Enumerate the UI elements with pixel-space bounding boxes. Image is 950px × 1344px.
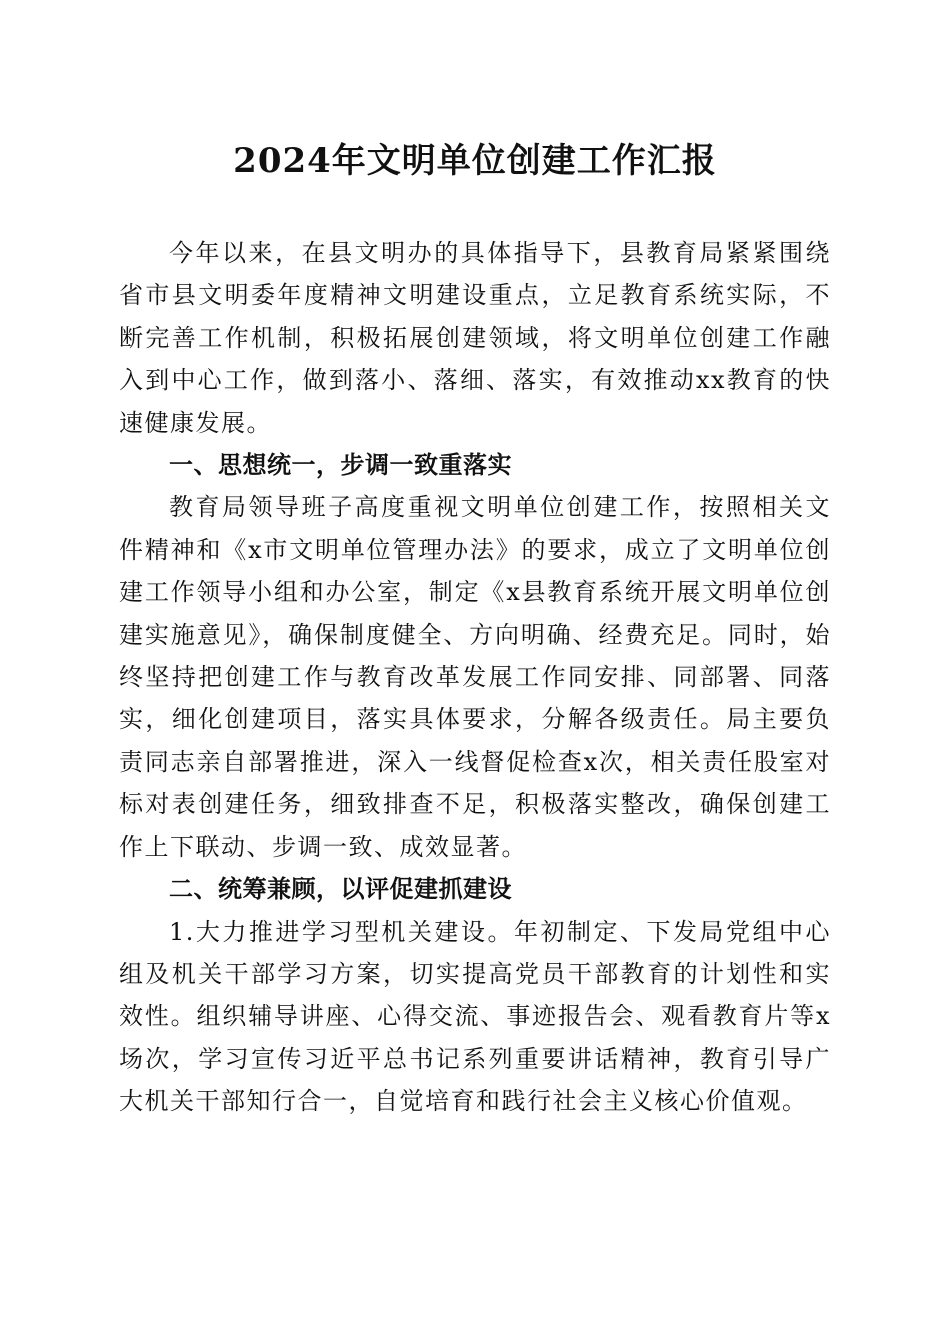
section-heading-2: 二、统筹兼顾，以评促建抓建设 <box>169 875 512 904</box>
intro-paragraph: 今年以来，在县文明办的具体指导下，县教育局紧紧围绕省市县文明委年度精神文明建设重点，立足教育系统实际，不断完善工作机制，积极拓展创建领域，将文明单位创建工作融入到中心工作，做到落小、落细、落实，有效推动xx教育的快速健康发展。 <box>119 239 831 437</box>
section-1-paragraph: 教育局领导班子高度重视文明单位创建工作，按照相关文件精神和《x市文明单位管理办法》的要求，成立了文明单位创建工作领导小组和办公室，制定《x县教育系统开展文明单位创建实施意见》，确保制度健全、方向明确、经费充足。同时，始终坚持把创建工作与教育改革发展工作同安排、同部署、同落实，细化创建项目，落实具体要求，分解各级责任。局主要负责同志亲自部署推进，深入一线督促检查x次，相关责任股室对标对表创建任务，细致排查不足，积极落实整改，确保创建工作上下联动、步调一致、成效显著。 <box>119 493 831 861</box>
document-title: 2024年文明单位创建工作汇报 <box>233 141 717 181</box>
section-heading-1: 一、思想统一，步调一致重落实 <box>169 451 512 480</box>
document-body <box>119 232 831 1123</box>
section-2-item-1-paragraph: 1.大力推进学习型机关建设。年初制定、下发局党组中心组及机关干部学习方案，切实提高党员干部教育的计划性和实效性。组织辅导讲座、心得交流、事迹报告会、观看教育片等x场次，学习宣传习近平总书记系列重要讲话精神，教育引导广大机关干部知行合一，自觉培育和践行社会主义核心价值观。 <box>119 917 831 1116</box>
